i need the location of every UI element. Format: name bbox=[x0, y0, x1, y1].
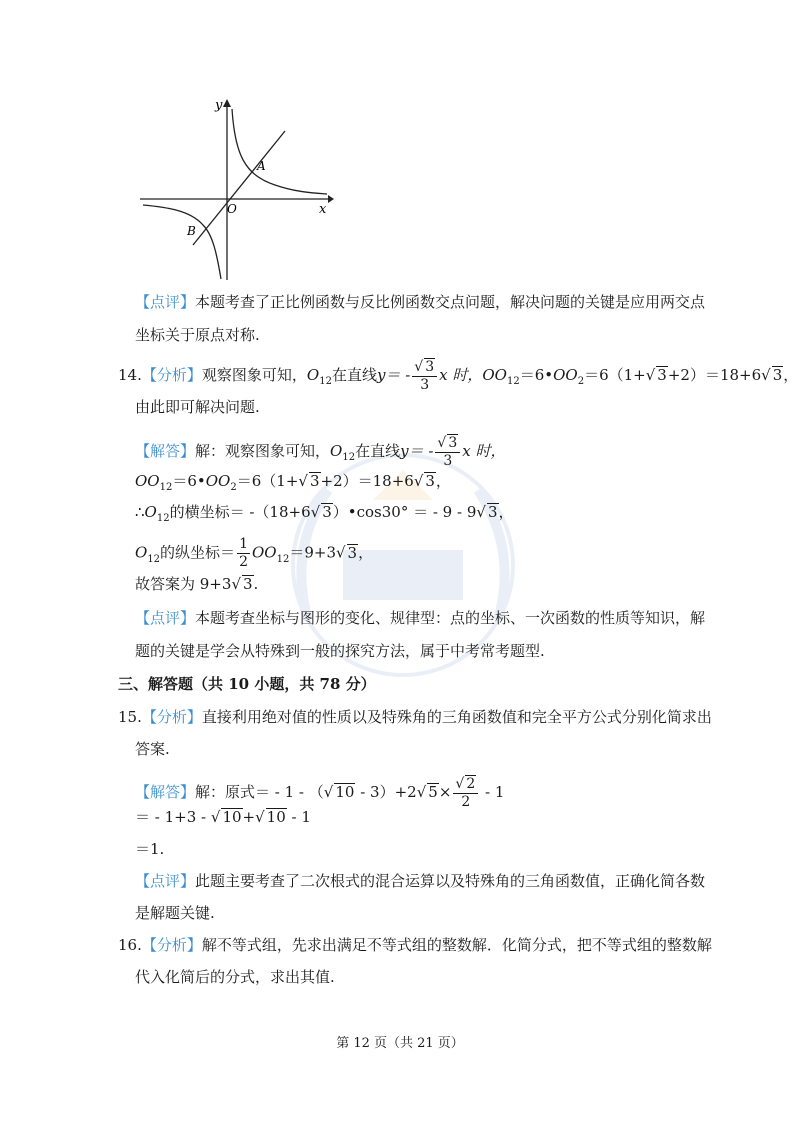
q14-answer-line1: 【解答】解：观察图象可知，$O_{12}$在直线y＝ - $\frac{√ 3}{3}$ x 时， bbox=[135, 435, 506, 469]
origin-label: O bbox=[227, 202, 237, 216]
q14-answer-line2: $OO_{12}=6•OO_2=6(1+√$ 3+2）＝18+6√ 3， bbox=[135, 472, 451, 493]
q14-review-line2: 题的关键是学会从特殊到一般的探究方法，属于中考常考题型. bbox=[135, 642, 545, 660]
y-label: y bbox=[215, 98, 223, 113]
q15-answer-line1: 【解答】解：原式＝ - 1 - （√ 10 - 3）+2√ 5× $\frac{√ 2}{2}$ - 1 bbox=[135, 776, 505, 810]
point-b-label: B bbox=[187, 224, 196, 238]
point-a-label: A bbox=[257, 159, 266, 173]
proportional-line bbox=[193, 131, 285, 245]
hyperbola-right bbox=[232, 109, 327, 194]
q14-answer-line3: $\therefore O_{12}$的横坐标＝ -（18+6√ 3）•cos30° ＝ - 9 - 9√ 3， bbox=[135, 503, 514, 524]
q14-answer-final: 故答案为 9+3√ 3. bbox=[135, 575, 259, 593]
q16-analysis-line2: 代入化简后的分式，求出其值. bbox=[135, 968, 335, 986]
x-label: x bbox=[319, 202, 327, 217]
review-13-line2: 坐标关于原点对称. bbox=[135, 326, 260, 344]
q16-analysis-line1: 16.【分析】解不等式组，先求出满足不等式组的整数解．化简分式，把不等式组的整数解 bbox=[118, 936, 712, 954]
q14-review-line1: 【点评】本题考查坐标与图形的变化、规律型：点的坐标、一次函数的性质等知识，解 bbox=[135, 609, 706, 627]
section-3-title: 三、解答题（共 10 小题，共 78 分） bbox=[118, 675, 376, 693]
q14-answer-line4: $O_{12}$的纵坐标＝ $\frac{1}{2}$ $OO_{12}=9+3√$ 3， bbox=[135, 536, 374, 570]
hyperbola-left bbox=[143, 205, 221, 279]
coordinate-graph bbox=[135, 95, 335, 285]
q15-answer-line3: ＝1. bbox=[135, 840, 165, 858]
q14-analysis-line2: 由此即可解决问题. bbox=[135, 398, 260, 416]
q15-analysis-line2: 答案. bbox=[135, 740, 170, 758]
q15-answer-line2: ＝ - 1+3 - √ 10+√ 10 - 1 bbox=[135, 808, 311, 826]
q15-review-line1: 【点评】此题主要考查了二次根式的混合运算以及特殊角的三角函数值，正确化简各数 bbox=[135, 872, 706, 890]
q15-review-line2: 是解题关键. bbox=[135, 904, 215, 922]
q15-analysis-line1: 15.【分析】直接利用绝对值的性质以及特殊角的三角函数值和完全平方公式分别化简求出 bbox=[118, 708, 712, 726]
review-13-line1: 【点评】本题考查了正比例函数与反比例函数交点问题，解决问题的关键是应用两交点 bbox=[135, 293, 706, 311]
page-footer: 第 12 页（共 21 页） bbox=[336, 1036, 464, 1051]
q14-analysis-line1: 14.【分析】观察图象可知，$O_{12}$在直线y＝ - $\frac{√ 3}{3}$ x 时，$OO_{12}=6•OO_2=6(1+√$ 3+2）＝18+6√ 3， bbox=[118, 359, 799, 393]
